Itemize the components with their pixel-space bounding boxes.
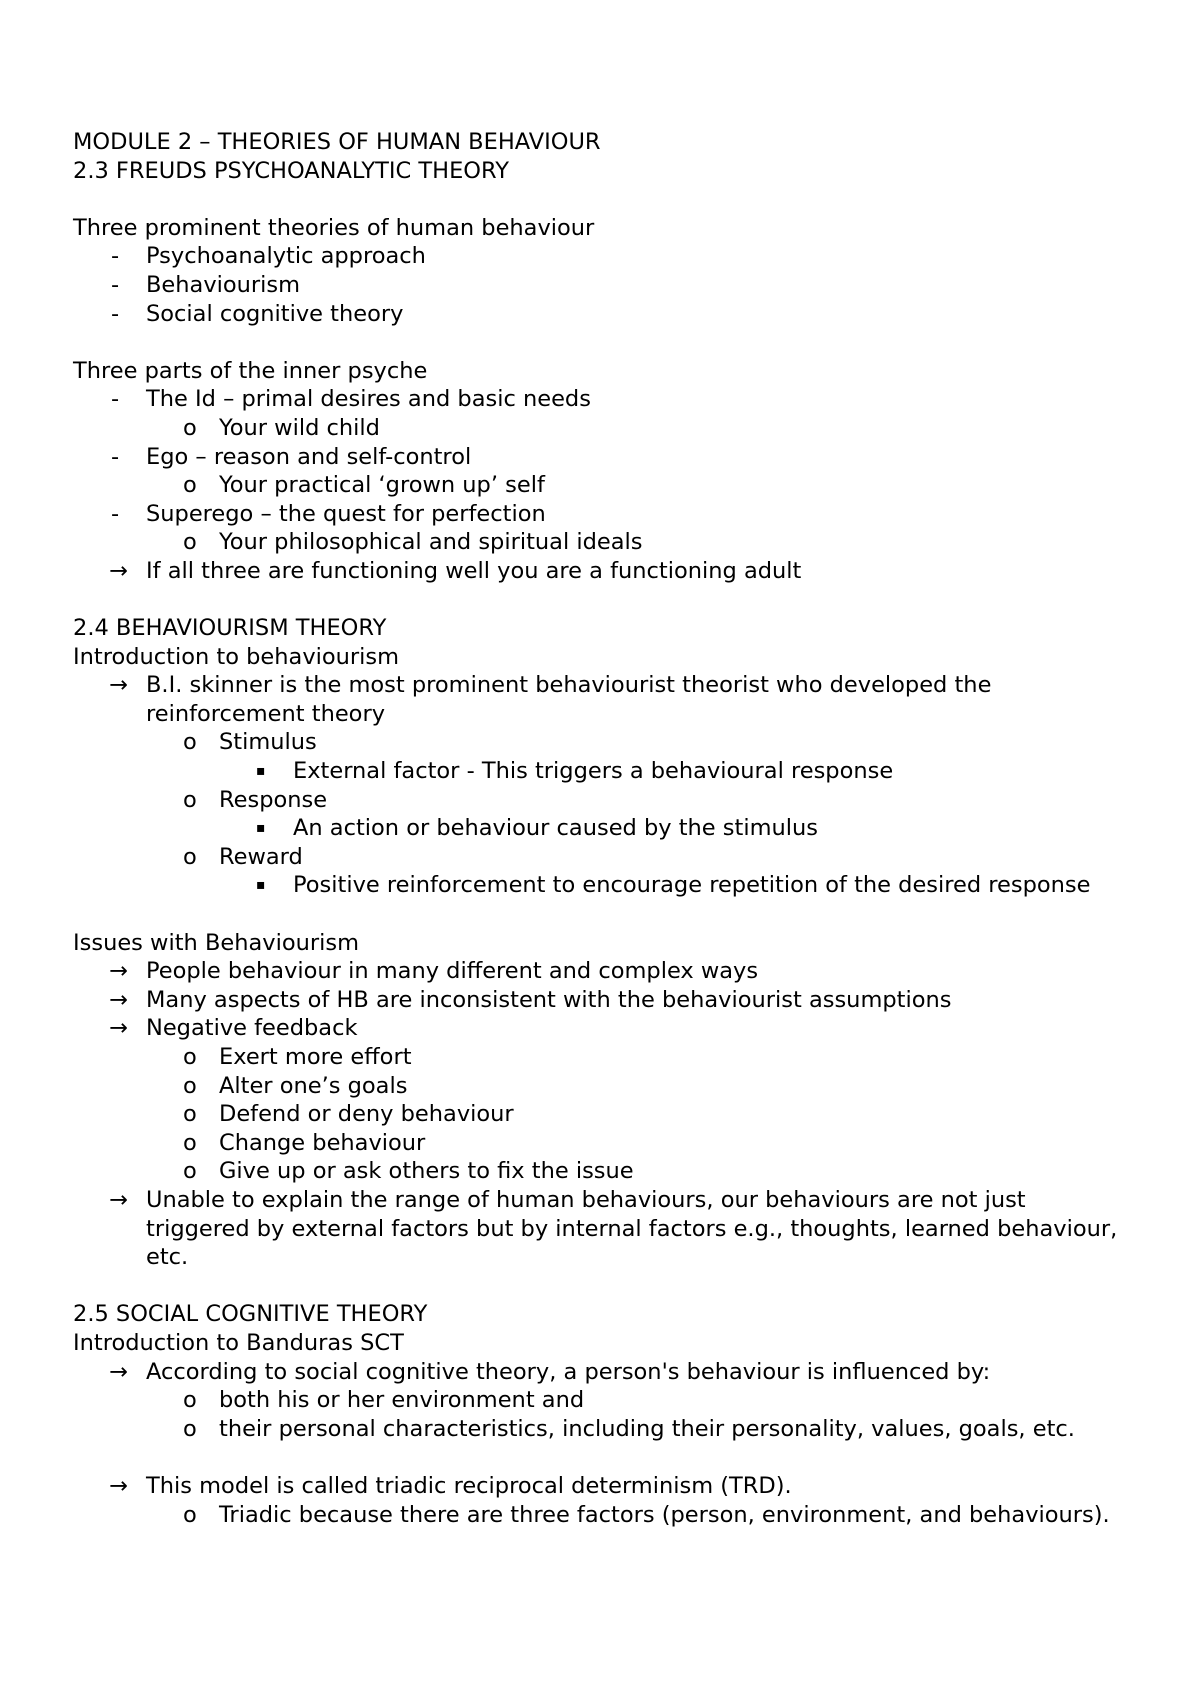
list-item-text: B.I. skinner is the most prominent behaviourist theorist who developed the reinforcement theory <box>146 672 992 727</box>
list-item <box>73 1043 1133 1072</box>
issues-heading: Issues with Behaviourism <box>73 929 360 956</box>
list-item-text: Give up or ask others to fix the issue <box>219 1158 634 1185</box>
arrow-icon: → <box>109 1472 128 1499</box>
behaviourism-intro-heading: Introduction to behaviourism <box>73 643 400 670</box>
list-item <box>73 471 1133 500</box>
circle-bullet: o <box>183 786 197 813</box>
dash-bullet: - <box>111 243 120 270</box>
list-item-text: Your practical ‘grown up’ self <box>219 472 545 499</box>
circle-bullet: o <box>183 1158 197 1185</box>
list-item-text: External factor - This triggers a behavioural response <box>293 758 894 785</box>
section-title-2-5: 2.5 SOCIAL COGNITIVE THEORY <box>73 1301 428 1328</box>
dash-bullet: - <box>111 443 120 470</box>
list-item <box>73 385 1133 414</box>
theories-heading: Three prominent theories of human behaviour <box>73 214 595 241</box>
list-item <box>73 242 1133 271</box>
list-item-text: Ego – reason and self-control <box>146 443 472 470</box>
square-bullet: ▪ <box>256 820 266 837</box>
document-page <box>73 128 1133 1529</box>
list-item-text: Positive reinforcement to encourage repetition of the desired response <box>293 872 1091 899</box>
list-item <box>73 957 1133 986</box>
list-item-text: Triadic because there are three factors (person, environment, and behaviours). <box>219 1501 1110 1528</box>
list-item <box>73 728 1133 757</box>
arrow-icon: → <box>109 1186 128 1213</box>
list-item-text: Superego – the quest for perfection <box>146 500 546 527</box>
list-item-text: People behaviour in many different and complex ways <box>146 958 759 985</box>
list-item <box>73 271 1133 300</box>
list-item <box>73 1186 1133 1272</box>
list-item-text: According to social cognitive theory, a person's behaviour is influenced by: <box>146 1358 991 1385</box>
module-title: MODULE 2 – THEORIES OF HUMAN BEHAVIOUR <box>73 129 601 155</box>
list-item-text: An action or behaviour caused by the stimulus <box>293 815 819 842</box>
list-item <box>73 1358 1133 1387</box>
list-item <box>73 986 1133 1015</box>
list-item <box>73 1157 1133 1186</box>
dash-bullet: - <box>111 386 120 413</box>
list-item <box>73 1100 1133 1129</box>
dash-bullet: - <box>111 271 120 298</box>
list-item <box>73 1472 1133 1501</box>
dash-bullet: - <box>111 300 120 327</box>
list-item-text: Response <box>219 786 328 813</box>
spacer <box>73 900 1133 929</box>
list-item <box>73 500 1133 529</box>
list-item-text: Exert more effort <box>219 1044 412 1070</box>
list-item <box>73 1129 1133 1158</box>
list-item <box>73 414 1133 443</box>
arrow-icon: → <box>109 1015 128 1042</box>
section-title-2-3: 2.3 FREUDS PSYCHOANALYTIC THEORY <box>73 157 509 184</box>
square-bullet: ▪ <box>256 763 266 780</box>
circle-bullet: o <box>183 1415 197 1442</box>
circle-bullet: o <box>183 1044 197 1070</box>
arrow-icon: → <box>109 986 128 1013</box>
list-item-text: Reward <box>219 843 303 870</box>
circle-bullet: o <box>183 414 197 441</box>
list-item <box>73 814 1133 843</box>
circle-bullet: o <box>183 472 197 499</box>
list-item <box>73 1072 1133 1101</box>
spacer <box>73 586 1133 615</box>
sct-intro-heading: Introduction to Banduras SCT <box>73 1329 404 1356</box>
list-item <box>73 671 1133 728</box>
arrow-icon: → <box>109 557 128 584</box>
list-item-text: Social cognitive theory <box>146 300 404 327</box>
list-item-text: Defend or deny behaviour <box>219 1101 514 1128</box>
arrow-icon: → <box>109 958 128 985</box>
circle-bullet: o <box>183 843 197 870</box>
circle-bullet: o <box>183 729 197 756</box>
square-bullet: ▪ <box>256 877 266 894</box>
list-item <box>73 1415 1133 1444</box>
circle-bullet: o <box>183 1501 197 1528</box>
list-item-text: Behaviourism <box>146 271 301 298</box>
list-item <box>73 757 1133 786</box>
arrow-icon: → <box>109 672 128 699</box>
spacer <box>73 185 1133 214</box>
list-item <box>73 1386 1133 1415</box>
list-item-text: Your wild child <box>219 414 380 441</box>
list-item-text: This model is called triadic reciprocal determinism (TRD). <box>146 1472 792 1499</box>
circle-bullet: o <box>183 1387 197 1414</box>
list-item-text: Negative feedback <box>146 1015 358 1042</box>
list-item <box>73 1014 1133 1043</box>
list-item-text: Your philosophical and spiritual ideals <box>219 529 643 556</box>
circle-bullet: o <box>183 1129 197 1156</box>
list-item <box>73 557 1133 586</box>
list-item-text: Unable to explain the range of human behaviours, our behaviours are not just triggered by external factors but by internal factors e.g., thoughts, learned behaviour, etc. <box>146 1186 1118 1271</box>
section-title-2-4: 2.4 BEHAVIOURISM THEORY <box>73 615 387 642</box>
circle-bullet: o <box>183 1072 197 1099</box>
circle-bullet: o <box>183 529 197 556</box>
list-item <box>73 786 1133 815</box>
list-item <box>73 871 1133 900</box>
spacer <box>73 1443 1133 1472</box>
list-item-text: Stimulus <box>219 729 317 756</box>
circle-bullet: o <box>183 1101 197 1128</box>
list-item-text: Many aspects of HB are inconsistent with the behaviourist assumptions <box>146 986 952 1013</box>
list-item <box>73 843 1133 872</box>
list-item-text: Psychoanalytic approach <box>146 243 426 270</box>
list-item <box>73 528 1133 557</box>
psyche-heading: Three parts of the inner psyche <box>73 357 428 384</box>
list-item-text: If all three are functioning well you are a functioning adult <box>146 557 802 584</box>
list-item <box>73 443 1133 472</box>
list-item-text: Change behaviour <box>219 1129 426 1156</box>
list-item <box>73 1501 1133 1530</box>
dash-bullet: - <box>111 500 120 527</box>
spacer <box>73 328 1133 357</box>
list-item-text: The Id – primal desires and basic needs <box>146 386 591 413</box>
list-item-text: Alter one’s goals <box>219 1072 408 1099</box>
list-item <box>73 300 1133 329</box>
list-item-text: their personal characteristics, including their personality, values, goals, etc. <box>219 1415 1075 1442</box>
list-item-text: both his or her environment and <box>219 1387 585 1414</box>
arrow-icon: → <box>109 1358 128 1385</box>
spacer <box>73 1272 1133 1301</box>
